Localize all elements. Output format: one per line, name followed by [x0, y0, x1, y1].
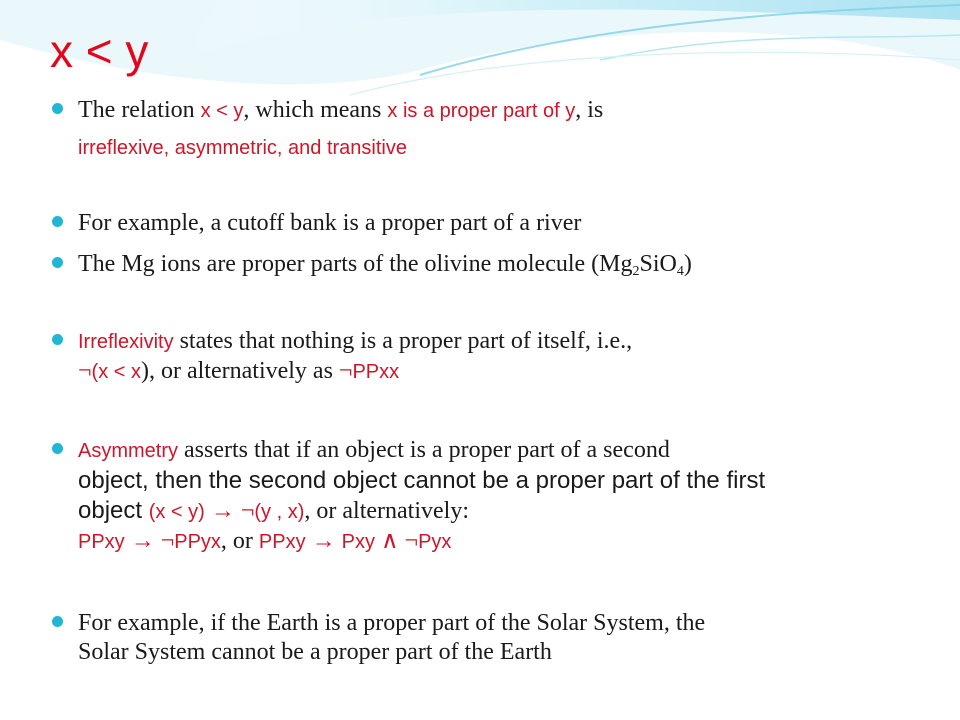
bullet-asymmetry: [52, 436, 912, 557]
bullet-dot-icon: [52, 257, 63, 268]
bullet-dot-icon: [52, 616, 63, 627]
bullet-mg-ions: [52, 250, 912, 279]
bullet-earth-example: [52, 609, 912, 667]
slide-title: x < y: [50, 25, 149, 77]
bullet-text: Irreflexivity states that nothing is a proper part of itself, i.e., ¬(x < x), or alternatively as ¬PPxx: [78, 328, 633, 384]
bullet-dot-icon: [52, 443, 63, 454]
bullet-text: The Mg ions are proper parts of the olivine molecule $(Mg_2SiO_4)$: [78, 251, 692, 279]
bullet-dot-icon: [52, 216, 63, 227]
bullet-cutoff-bank: [52, 209, 912, 238]
bullet-irreflexivity: [52, 327, 912, 387]
bullet-dot-icon: [52, 103, 63, 114]
bullet-text: The relation x < y, which means x is a proper part of y, is irreflexive, asymmetric, and transitive: [78, 97, 604, 159]
bullet-text: Asymmetry asserts that if an object is a proper part of a second object, then the second object cannot be a proper part of the first object (x < y) → ¬(y , x), or alternatively: PPxy → ¬PPyx, or PPxy → Pxy ∧ ¬Pyx: [78, 437, 766, 554]
bullet-text: For example, a cutoff bank is a proper part of a river: [78, 210, 582, 236]
bullet-text: For example, if the Earth is a proper part of the Solar System, the Solar System cannot be a proper part of the Earth: [78, 610, 706, 665]
bullet-dot-icon: [52, 334, 63, 345]
bullet-relation: [52, 96, 912, 163]
